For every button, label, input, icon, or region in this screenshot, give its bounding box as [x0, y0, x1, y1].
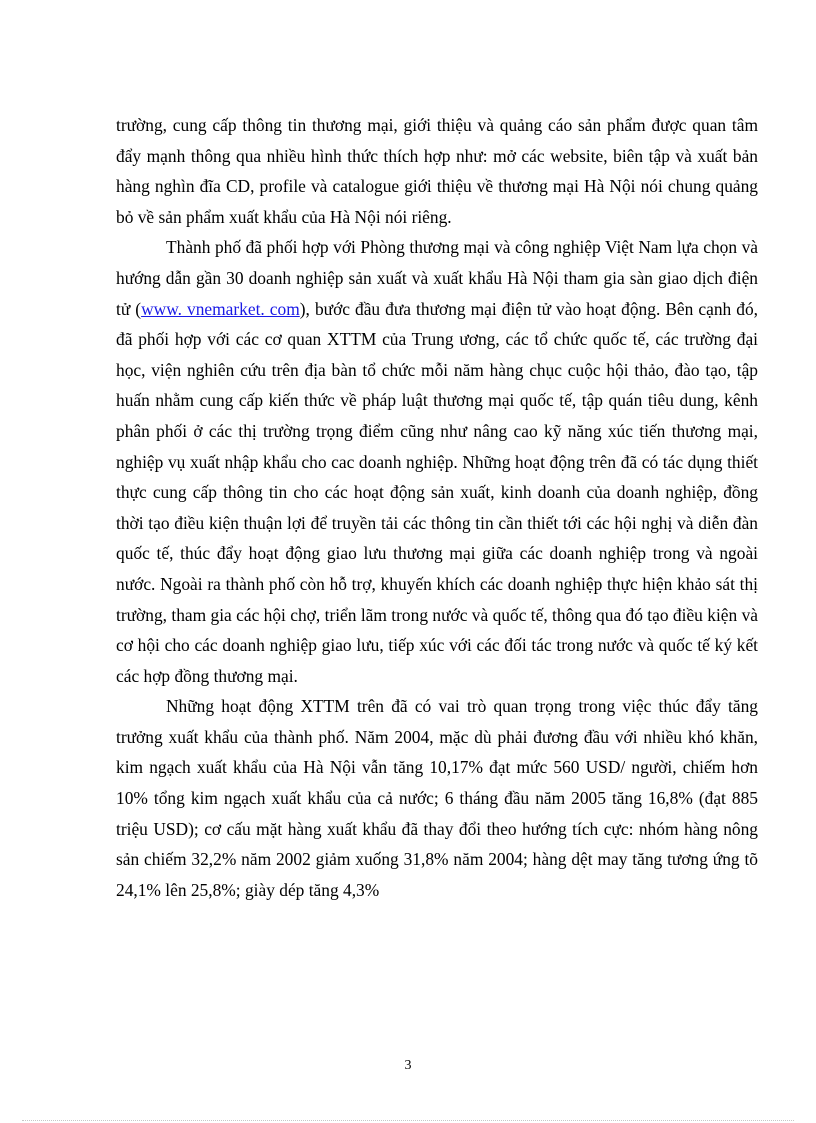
page-number: 3: [404, 1058, 412, 1073]
page-bottom-edge: [22, 1120, 794, 1121]
paragraph-3: Những hoạt động XTTM trên đã có vai trò quan trọng trong việc thúc đẩy tăng trưởng xuất khẩu của thành phố. Năm 2004, mặc dù phải đương đầu với nhiều khó khăn, kim ngạch xuất khẩu của Hà Nội vẫn tăng 10,17% đạt mức 560 USD/ người, chiếm hơn 10% tổng kim ngạch xuất khẩu của cả nước; 6 tháng đầu năm 2005 tăng 16,8% (đạt 885 triệu USD); cơ cấu mặt hàng xuất khẩu đã thay đổi theo hướng tích cực: nhóm hàng nông sản chiếm 32,2% năm 2002 giảm xuống 31,8% năm 2004; hàng dệt may tăng tương ứng tõ 24,1% lên 25,8%; giày dép tăng 4,3%: [116, 696, 758, 900]
paragraph-1: trường, cung cấp thông tin thương mại, giới thiệu và quảng cáo sản phẩm được quan tâm đẩy mạnh thông qua nhiều hình thức thích hợp như: mở các website, biên tập và xuất bản hàng nghìn đĩa CD, profile và catalogue giới thiệu về thương mại Hà Nội nói chung quảng bỏ về sản phẩm xuất khẩu của Hà Nội nói riêng.: [116, 115, 758, 227]
paragraph-2: [116, 232, 758, 691]
paragraph-2-text-before-link: Thành phố đã phối hợp với Phòng thương mại và công nghiệp Việt Nam lựa chọn và hướng dẫn gần 30 doanh nghiệp sản xuất và xuất khẩu Hà Nội tham gia sàn giao dịch điện tử (: [116, 237, 758, 319]
body-text: [116, 110, 758, 905]
paragraph-2-text-after-link: ), bước đầu đưa thương mại điện tử vào hoạt động. Bên cạnh đó, đã phối hợp với các cơ quan XTTM của Trung ương, các tổ chức quốc tế, các trường đại học, viện nghiên cứu trên địa bàn tổ chức mỗi năm hàng chục cuộc hội thảo, đào tạo, tập huấn nhằm cung cấp kiến thức về pháp luật thương mại quốc tế, tập quán tiêu dung, kênh phân phối ở các thị trường trọng điểm cũng như nâng cao kỹ năng xúc tiến thương mại, nghiệp vụ xuất nhập khẩu cho cac doanh nghiệp. Những hoạt động trên đã có tác dụng thiết thực cung cấp thông tin cho các hoạt động sản xuất, kinh doanh của doanh nghiệp, đồng thời tạo điều kiện thuận lợi để truyền tải các thông tin cần thiết tới các hội nghị và diễn đàn quốc tế, thúc đẩy hoạt động giao lưu thương mại giữa các doanh nghiệp trong và ngoài nước. Ngoài ra thành phố còn hỗ trợ, khuyến khích các doanh nghiệp thực hiện khảo sát thị trường, tham gia các hội chợ, triển lãm trong nước và quốc tế, thông qua đó tạo điều kiện và cơ hội cho các doanh nghiệp giao lưu, tiếp xúc với các đối tác trong nước và quốc tế ký kết các hợp đồng thương mại.: [116, 298, 758, 686]
vnemarket-link[interactable]: www. vnemarket. com: [141, 298, 300, 319]
